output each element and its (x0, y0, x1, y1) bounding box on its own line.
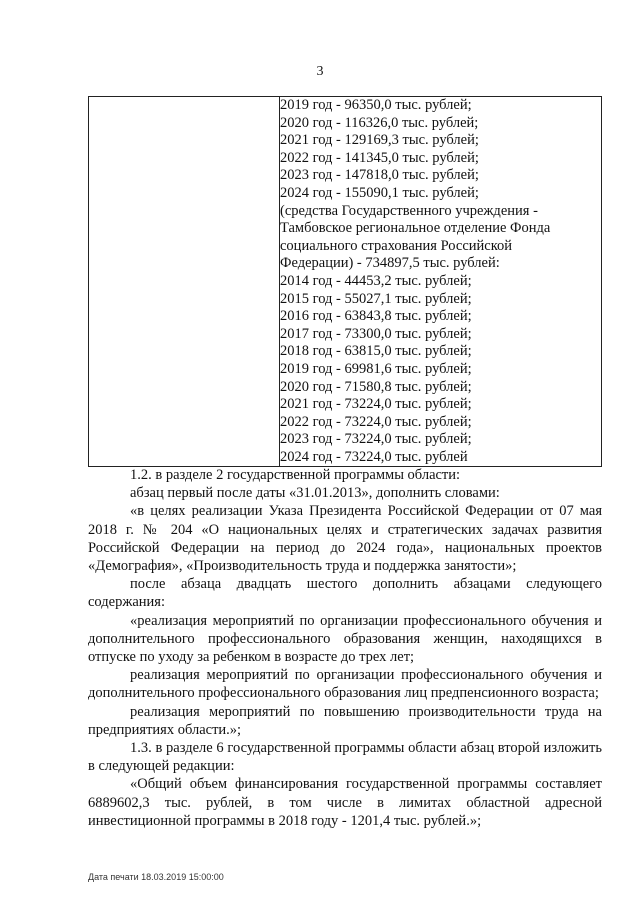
funding-line: 2023 год - 147818,0 тыс. рублей; (280, 167, 479, 184)
funding-line: 2020 год - 116326,0 тыс. рублей; (280, 114, 479, 131)
funding-line: 2021 год - 73224,0 тыс. рублей; (280, 396, 472, 413)
funding-line: 2022 год - 73224,0 тыс. рублей; (280, 413, 472, 430)
document-body (88, 466, 602, 830)
print-date: Дата печати 18.03.2019 15:00:00 (88, 872, 224, 882)
table-empty-cell (89, 97, 280, 467)
paragraph-quote: «Общий объем финансирования государственной программы составляет 6889602,3 тыс. рублей, в том числе в лимитах областной адресной инвестиционной программы в 2018 году - 1201,4 тыс. рублей.»; (88, 776, 602, 829)
funding-line: социального страхования Российской (280, 237, 513, 254)
paragraph: реализация мероприятий по организации профессионального обучения и дополнительного профессионального образования лиц предпенсионного возраста; (88, 667, 602, 702)
page-number: 3 (316, 64, 324, 79)
funding-line: 2022 год - 141345,0 тыс. рублей; (280, 149, 479, 166)
funding-line: 2016 год - 63843,8 тыс. рублей; (280, 308, 472, 325)
funding-line: 2019 год - 96350,0 тыс. рублей; (280, 97, 472, 113)
funding-line: 2021 год - 129169,3 тыс. рублей; (280, 132, 479, 149)
paragraph-section-1-3: 1.3. в разделе 6 государственной программы области абзац второй изложить в следующей редакции: (88, 740, 602, 775)
funding-line: Тамбовское региональное отделение Фонда (280, 220, 551, 237)
funding-line: 2017 год - 73300,0 тыс. рублей; (280, 325, 472, 342)
funding-line: 2024 год - 73224,0 тыс. рублей (280, 448, 468, 465)
paragraph: после абзаца двадцать шестого дополнить абзацами следующего содержания: (88, 576, 602, 611)
funding-line: 2023 год - 73224,0 тыс. рублей; (280, 431, 472, 448)
funding-line: Федерации) - 734897,5 тыс. рублей: (280, 255, 500, 272)
paragraph-section-1-2: 1.2. в разделе 2 государственной программы области: (130, 467, 461, 483)
paragraph-quote: «реализация мероприятий по организации профессионального обучения и дополнительного профессионального образования женщин, находящихся в отпуске по уходу за ребенком в возрасте до трех лет; (88, 612, 602, 666)
funding-line: 2020 год - 71580,8 тыс. рублей; (280, 378, 472, 395)
funding-line: 2014 год - 44453,2 тыс. рублей; (280, 272, 472, 289)
funding-line: 2024 год - 155090,1 тыс. рублей; (280, 184, 479, 201)
paragraph: реализация мероприятий по повышению производительности труда на предприятиях области.»; (88, 703, 602, 738)
funding-line: 2018 год - 63815,0 тыс. рублей; (280, 343, 472, 360)
table-content-cell (280, 97, 602, 467)
funding-table (88, 96, 602, 467)
table-row (89, 97, 602, 467)
paragraph: абзац первый после даты «31.01.2013», дополнить словами: (130, 485, 500, 502)
funding-line: (средства Государственного учреждения - (280, 202, 538, 219)
paragraph-quote: «в целях реализации Указа Президента Российской Федерации от 07 мая 2018 г. № 204 «О национальных целях и стратегических задачах развития Российской Федерации на период до 2024 года», национальных проектов «Демография», «Производительность труда и поддержка занятости»; (88, 503, 602, 575)
funding-line: 2019 год - 69981,6 тыс. рублей; (280, 360, 472, 377)
funding-line: 2015 год - 55027,1 тыс. рублей; (280, 290, 472, 307)
